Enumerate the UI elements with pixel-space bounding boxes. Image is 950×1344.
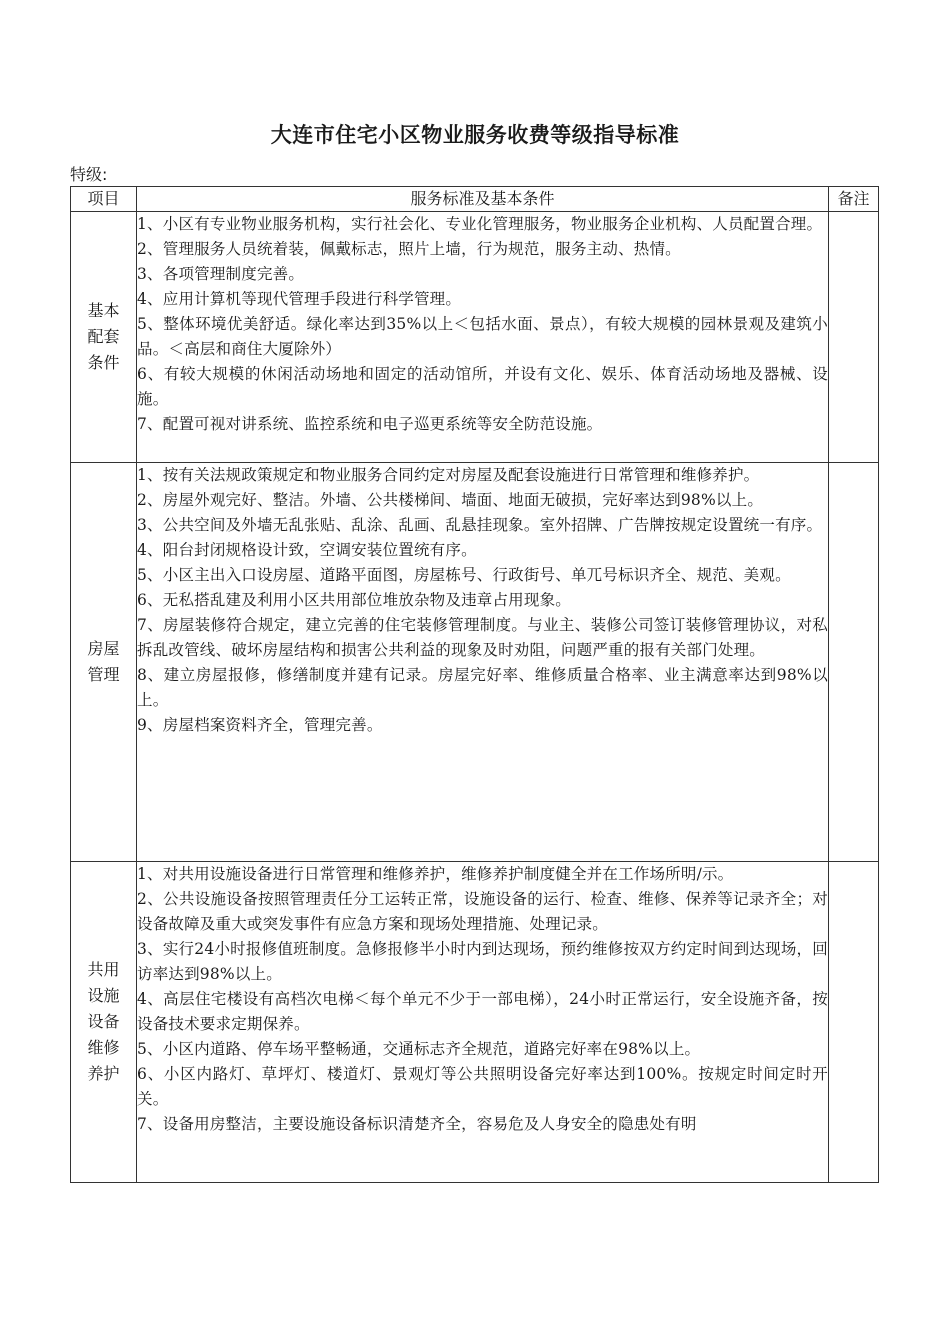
grade-label: 特级:: [70, 165, 108, 184]
standards-table: [70, 186, 879, 1183]
list-item: 4、应用计算机等现代管理手段进行科学管理。: [137, 290, 462, 308]
list-item: 1、小区有专业物业服务机构，实行社会化、专业化管理服务，物业服务企业机构、人员配置合理。: [137, 215, 823, 233]
header-item: 项目: [71, 187, 137, 212]
list-item: 5、小区主出入口设房屋、道路平面图，房屋栋号、行政街号、单兀号标识齐全、规范、美观。: [137, 566, 791, 584]
list-item: 1、按有关法规政策规定和物业服务合同约定对房屋及配套设施进行日常管理和维修养护。: [137, 466, 760, 484]
table-row: [71, 212, 879, 463]
list-item: 4、阳台封闭规格设计致，空调安装位置统有序。: [137, 541, 477, 559]
remarks-cell: [829, 862, 879, 1183]
list-item: 2、公共设施设备按照管理责任分工运转正常，设施设备的运行、检查、维修、保养等记录齐全；对设备故障及重大或突发事件有应急方案和现场处理措施、处理记录。: [137, 890, 828, 933]
standard-cell: [137, 212, 829, 463]
category-cell: [71, 212, 137, 463]
list-item: 7、设备用房整洁，主要设施设备标识清楚齐全，容易危及人身安全的隐患处有明: [137, 1115, 697, 1133]
header-standard: 服务标准及基本条件: [137, 187, 829, 212]
list-item: 9、房屋档案资料齐全，管理完善。: [137, 716, 383, 734]
category-label: 共用设施设备维修养护: [87, 960, 120, 1083]
category-cell: [71, 463, 137, 862]
table-row: [71, 463, 879, 862]
list-item: 1、对共用设施设备进行日常管理和维修养护，维修养护制度健全并在工作场所明/示。: [137, 865, 734, 883]
list-item: 7、配置可视对讲系统、监控系统和电子巡更系统等安全防范设施。: [137, 415, 603, 433]
standard-cell: [137, 463, 829, 862]
list-item: 3、公共空间及外墙无乱张贴、乱涂、乱画、乱悬挂现象。室外招牌、广告牌按规定设置统一有序。: [137, 516, 823, 534]
list-item: 6、有较大规模的休闲活动场地和固定的活动馆所，并设有文化、娱乐、体育活动场地及器械、设施。: [137, 365, 828, 408]
list-item: 5、小区内道路、停车场平整畅通，交通标志齐全规范，道路完好率在98%以上。: [137, 1040, 701, 1058]
list-item: 7、房屋装修符合规定，建立完善的住宅装修管理制度。与业主、装修公司签订装修管理协议，对私拆乱改管线、破坏房屋结构和损害公共利益的现象及时劝阻，问题严重的报有关部门处理。: [137, 616, 828, 659]
list-item: 3、实行24小时报修值班制度。急修报修半小时内到达现场，预约维修按双方约定时间到达现场，回访率达到98%以上。: [137, 940, 828, 983]
list-item: 8、建立房屋报修，修缮制度并建有记录。房屋完好率、维修质量合格率、业主满意率达到98%以上。: [137, 666, 828, 709]
list-item: 3、各项管理制度完善。: [137, 265, 305, 283]
remarks-cell: [829, 212, 879, 463]
table-header-row: [71, 187, 879, 212]
list-item: 4、高层住宅楼设有高档次电梯＜每个单元不少于一部电梯），24小时正常运行，安全设施齐备，按设备技术要求定期保养。: [137, 990, 828, 1033]
category-label: 基本配套条件: [87, 301, 120, 372]
table-row: [71, 862, 879, 1183]
standard-cell: [137, 862, 829, 1183]
category-label: 房屋管理: [87, 639, 120, 684]
list-item: 2、房屋外观完好、整洁。外墙、公共楼梯间、墙面、地面无破损，完好率达到98%以上。: [137, 491, 764, 509]
category-cell: [71, 862, 137, 1183]
list-item: 5、整体环境优美舒适。绿化率达到35%以上＜包括水面、景点），有较大规模的园林景观及建筑小品。＜高层和商住大厦除外）: [137, 315, 828, 358]
list-item: 2、管理服务人员统着装，佩戴标志，照片上墙，行为规范，服务主动、热情。: [137, 240, 681, 258]
page-title: 大连市住宅小区物业服务收费等级指导标准: [270, 123, 680, 147]
remarks-cell: [829, 463, 879, 862]
list-item: 6、无私搭乱建及利用小区共用部位堆放杂物及违章占用现象。: [137, 591, 571, 609]
header-remarks: 备注: [829, 187, 879, 212]
list-item: 6、小区内路灯、草坪灯、楼道灯、景观灯等公共照明设备完好率达到100%。按规定时间定时开关。: [137, 1065, 828, 1108]
